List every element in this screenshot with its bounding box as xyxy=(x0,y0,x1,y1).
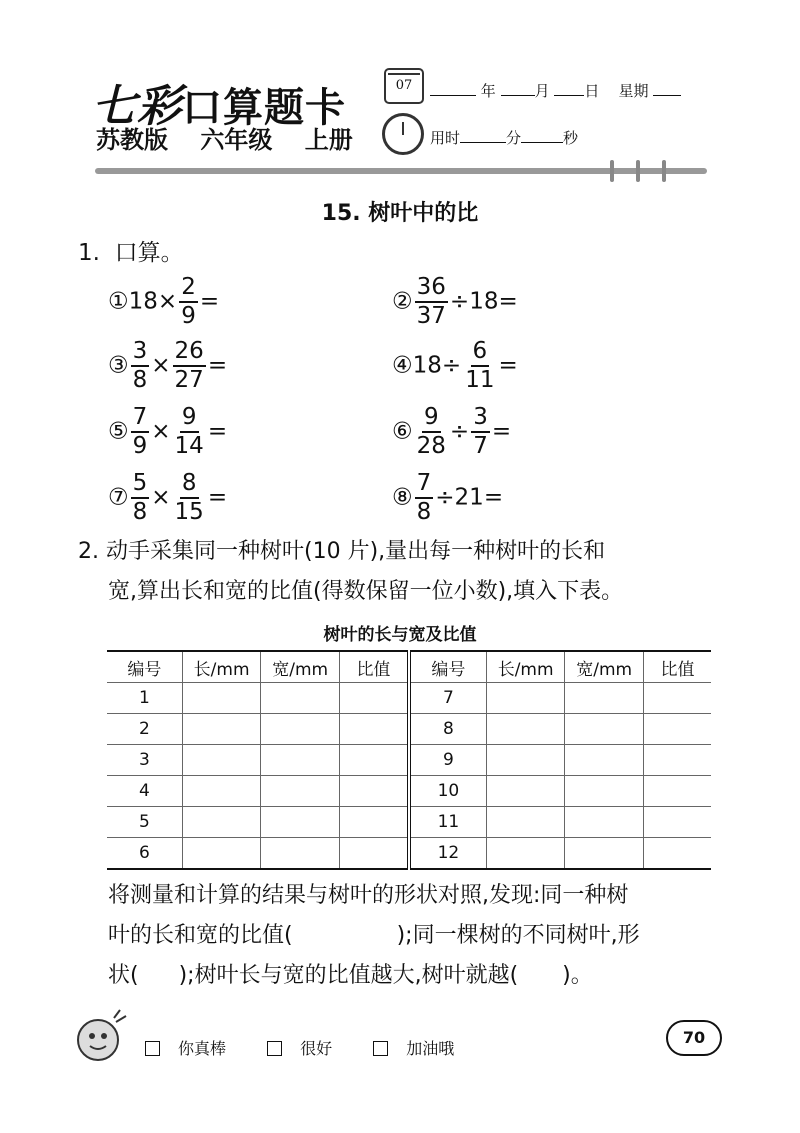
table-header-row xyxy=(107,651,711,683)
col-header: 长/mm xyxy=(486,651,565,683)
day-label: 日 xyxy=(584,82,600,100)
question-1-text: 口算。 xyxy=(114,240,184,266)
rating-option[interactable]: 很好 xyxy=(267,1039,350,1058)
brand-name: 七彩 xyxy=(92,81,182,132)
clock-icon xyxy=(382,113,424,155)
divider-knot xyxy=(662,160,666,182)
problem-3: ③ $\frac{3}{8}$ × $\frac{26}{27}$ = xyxy=(108,338,228,393)
time-used-label: 用时 xyxy=(430,129,461,147)
col-header: 长/mm xyxy=(182,651,261,683)
conclusion-line-1: 将测量和计算的结果与树叶的形状对照,发现:同一种树 xyxy=(108,883,629,908)
question-2-number: 2. xyxy=(78,539,99,564)
col-header: 比值 xyxy=(643,651,711,683)
conclusion-paragraph xyxy=(108,876,738,996)
book-title: 口算题卡 xyxy=(182,84,346,131)
col-header: 比值 xyxy=(339,651,408,683)
conclusion-line-2: 叶的长和宽的比值( );同一棵树的不同树叶,形 xyxy=(108,923,640,948)
problem-6: ⑥ $\frac{9}{28}$ ÷ $\frac{3}{7}$ = xyxy=(392,404,512,459)
table-row: 3 9 xyxy=(107,745,711,776)
date-fields xyxy=(430,80,681,101)
day-blank[interactable] xyxy=(554,81,584,96)
month-blank[interactable] xyxy=(501,81,535,96)
col-header: 宽/mm xyxy=(261,651,340,683)
book-subtitle xyxy=(96,120,377,155)
checkbox-icon[interactable] xyxy=(373,1041,388,1056)
checkbox-icon[interactable] xyxy=(145,1041,160,1056)
col-header: 编号 xyxy=(107,651,182,683)
volume: 上册 xyxy=(304,126,353,154)
grade: 六年级 xyxy=(200,126,273,154)
question-1-number: 1. xyxy=(78,240,100,266)
table-row: 2 8 xyxy=(107,714,711,745)
table-row: 6 12 xyxy=(107,838,711,870)
conclusion-line-3: 状( );树叶长与宽的比值越大,树叶就越( )。 xyxy=(108,963,593,988)
col-header: 编号 xyxy=(409,651,486,683)
table-caption: 树叶的长与宽及比值 xyxy=(323,625,477,645)
problem-5: ⑤ $\frac{7}{9}$ × $\frac{9}{14}$ = xyxy=(108,404,228,459)
divider-knot xyxy=(636,160,640,182)
month-label: 月 xyxy=(534,82,550,100)
lesson-title: 15. 树叶中的比 xyxy=(321,201,479,226)
header-divider xyxy=(95,168,707,174)
problem-1: ①18× $\frac{2}{9}$ = xyxy=(108,274,220,329)
self-rating xyxy=(145,1036,490,1059)
problem-2: ② $\frac{36}{37}$ ÷18= xyxy=(392,274,518,329)
table-row: 4 10 xyxy=(107,776,711,807)
mascot-icon xyxy=(70,1006,130,1066)
problem-8: ⑧ $\frac{7}{8}$ ÷21= xyxy=(392,470,504,525)
year-blank[interactable] xyxy=(430,81,476,96)
table-row: 5 11 xyxy=(107,807,711,838)
second-blank[interactable] xyxy=(521,128,563,143)
second-label: 秒 xyxy=(563,129,579,147)
minute-label: 分 xyxy=(506,129,522,147)
time-fields xyxy=(430,127,578,148)
weekday-label: 星期 xyxy=(618,82,649,100)
problem-4: ④18÷ $\frac{6}{11}$ = xyxy=(392,338,518,393)
minute-blank[interactable] xyxy=(460,128,506,143)
question-2-line-2: 宽,算出长和宽的比值(得数保留一位小数),填入下表。 xyxy=(108,579,624,604)
question-2-line-1: 动手采集同一种树叶(10 片),量出每一种树叶的长和 xyxy=(106,539,606,564)
weekday-blank[interactable] xyxy=(653,81,681,96)
calendar-icon xyxy=(384,68,424,104)
question-1-heading xyxy=(78,234,184,267)
calendar-day: 07 xyxy=(395,78,413,93)
checkbox-icon[interactable] xyxy=(267,1041,282,1056)
problem-7: ⑦ $\frac{5}{8}$ × $\frac{8}{15}$ = xyxy=(108,470,228,525)
page-number: 70 xyxy=(666,1020,722,1056)
measurement-table xyxy=(107,650,711,870)
edition: 苏教版 xyxy=(96,126,168,154)
year-label: 年 xyxy=(480,82,496,100)
divider-knot xyxy=(610,160,614,182)
rating-option[interactable]: 加油哦 xyxy=(373,1039,472,1058)
col-header: 宽/mm xyxy=(565,651,644,683)
rating-option[interactable]: 你真棒 xyxy=(145,1039,244,1058)
table-row: 1 7 xyxy=(107,683,711,714)
question-2-text xyxy=(78,532,738,612)
